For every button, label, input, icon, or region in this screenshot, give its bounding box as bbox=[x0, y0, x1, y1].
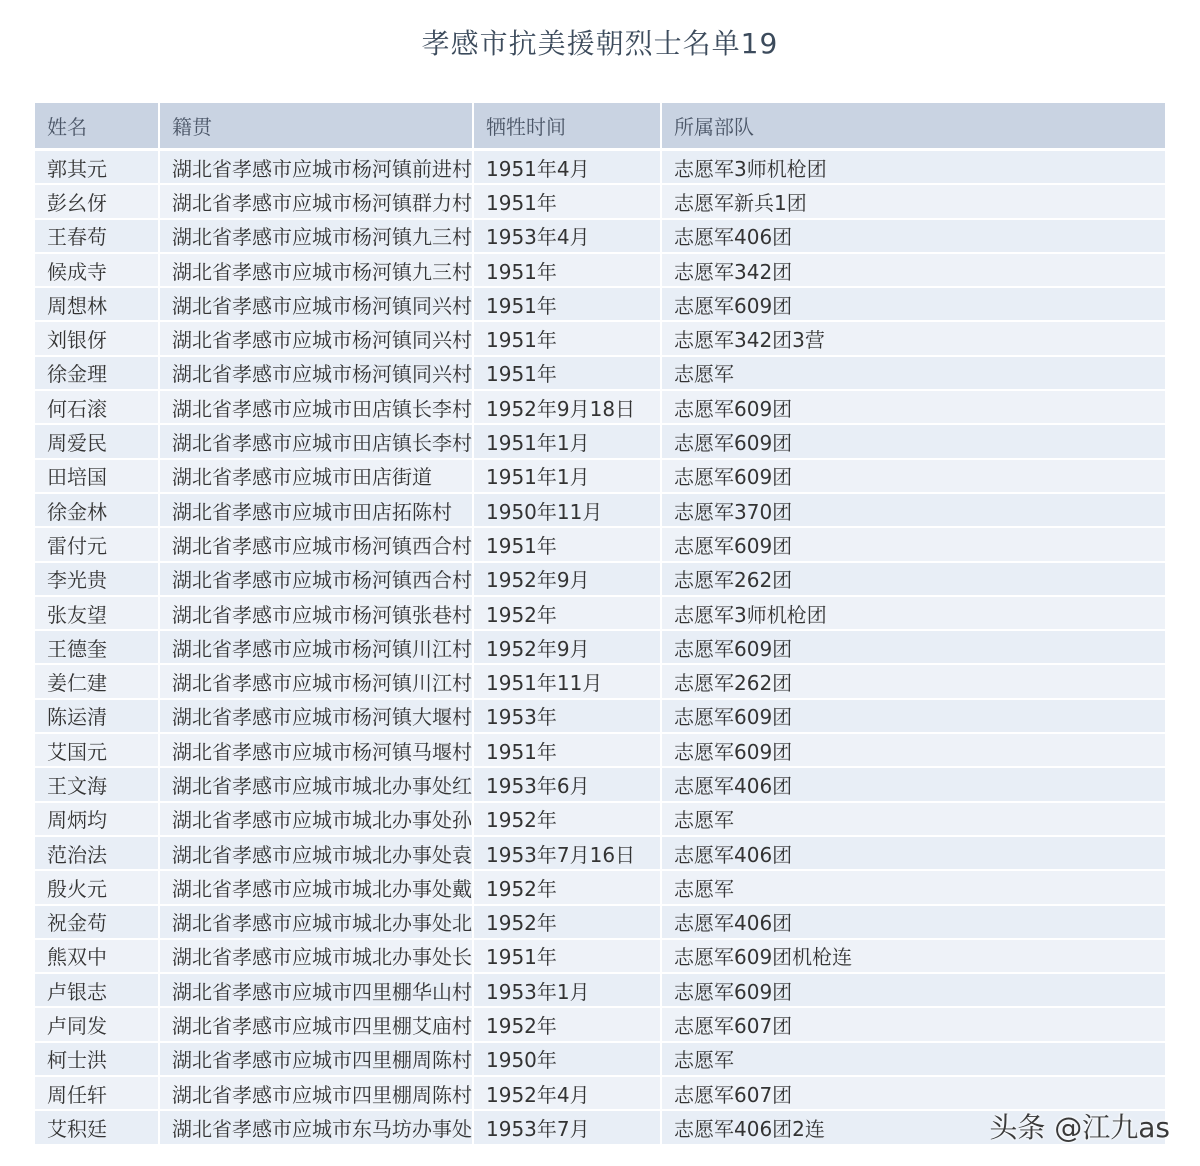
table-row bbox=[35, 631, 1165, 665]
cell-native-place: 湖北省孝感市应城市杨河镇同兴村 bbox=[160, 357, 474, 391]
table-row bbox=[35, 940, 1165, 974]
cell-death-date: 1953年7月 bbox=[474, 1111, 662, 1145]
cell-name: 王春苟 bbox=[35, 220, 160, 254]
table-row bbox=[35, 391, 1165, 425]
cell-unit: 志愿军609团 bbox=[662, 700, 1165, 734]
cell-unit: 志愿军3师机枪团 bbox=[662, 597, 1165, 631]
cell-death-date: 1951年 bbox=[474, 734, 662, 768]
cell-unit: 志愿军342团3营 bbox=[662, 322, 1165, 356]
cell-native-place: 湖北省孝感市应城市城北办事处北 bbox=[160, 906, 474, 940]
cell-death-date: 1951年 bbox=[474, 254, 662, 288]
cell-unit: 志愿军406团 bbox=[662, 220, 1165, 254]
cell-death-date: 1952年9月 bbox=[474, 563, 662, 597]
cell-name: 卢同发 bbox=[35, 1008, 160, 1042]
table-row bbox=[35, 322, 1165, 356]
table-row bbox=[35, 494, 1165, 528]
cell-native-place: 湖北省孝感市应城市四里棚华山村 bbox=[160, 974, 474, 1008]
cell-death-date: 1951年 bbox=[474, 288, 662, 322]
cell-unit: 志愿军3师机枪团 bbox=[662, 151, 1165, 185]
cell-native-place: 湖北省孝感市应城市四里棚周陈村 bbox=[160, 1077, 474, 1111]
cell-native-place: 湖北省孝感市应城市杨河镇川江村 bbox=[160, 665, 474, 699]
cell-death-date: 1952年 bbox=[474, 871, 662, 905]
header-name: 姓名 bbox=[35, 103, 160, 151]
cell-name: 雷付元 bbox=[35, 528, 160, 562]
cell-name: 王德奎 bbox=[35, 631, 160, 665]
cell-death-date: 1951年 bbox=[474, 528, 662, 562]
cell-native-place: 湖北省孝感市应城市杨河镇九三村 bbox=[160, 254, 474, 288]
cell-death-date: 1950年11月 bbox=[474, 494, 662, 528]
cell-death-date: 1952年 bbox=[474, 906, 662, 940]
cell-name: 徐金理 bbox=[35, 357, 160, 391]
cell-death-date: 1952年9月 bbox=[474, 631, 662, 665]
martyr-table-container bbox=[35, 103, 1165, 1146]
table-row bbox=[35, 1043, 1165, 1077]
cell-death-date: 1951年1月 bbox=[474, 425, 662, 459]
cell-death-date: 1952年 bbox=[474, 803, 662, 837]
table-row bbox=[35, 254, 1165, 288]
table-row bbox=[35, 734, 1165, 768]
cell-native-place: 湖北省孝感市应城市城北办事处袁 bbox=[160, 837, 474, 871]
cell-name: 李光贵 bbox=[35, 563, 160, 597]
cell-name: 殷火元 bbox=[35, 871, 160, 905]
cell-native-place: 湖北省孝感市应城市田店镇长李村 bbox=[160, 425, 474, 459]
cell-name: 陈运清 bbox=[35, 700, 160, 734]
cell-unit: 志愿军 bbox=[662, 357, 1165, 391]
cell-native-place: 湖北省孝感市应城市杨河镇九三村 bbox=[160, 220, 474, 254]
cell-unit: 志愿军 bbox=[662, 803, 1165, 837]
cell-unit: 志愿军607团 bbox=[662, 1077, 1165, 1111]
cell-name: 何石滚 bbox=[35, 391, 160, 425]
table-row bbox=[35, 288, 1165, 322]
cell-unit: 志愿军607团 bbox=[662, 1008, 1165, 1042]
cell-death-date: 1952年4月 bbox=[474, 1077, 662, 1111]
cell-death-date: 1951年11月 bbox=[474, 665, 662, 699]
table-row bbox=[35, 220, 1165, 254]
cell-name: 柯士洪 bbox=[35, 1043, 160, 1077]
cell-native-place: 湖北省孝感市应城市杨河镇大堰村 bbox=[160, 700, 474, 734]
cell-death-date: 1952年 bbox=[474, 597, 662, 631]
cell-death-date: 1951年 bbox=[474, 940, 662, 974]
cell-name: 周炳均 bbox=[35, 803, 160, 837]
cell-unit: 志愿军406团2连 bbox=[662, 1111, 1165, 1145]
table-row bbox=[35, 528, 1165, 562]
table-row bbox=[35, 151, 1165, 185]
cell-name: 艾国元 bbox=[35, 734, 160, 768]
cell-native-place: 湖北省孝感市应城市城北办事处长 bbox=[160, 940, 474, 974]
cell-death-date: 1951年 bbox=[474, 322, 662, 356]
header-row bbox=[35, 103, 1165, 151]
watermark: 头条 @江九as bbox=[989, 1111, 1170, 1144]
cell-name: 熊双中 bbox=[35, 940, 160, 974]
cell-unit: 志愿军370团 bbox=[662, 494, 1165, 528]
cell-native-place: 湖北省孝感市应城市城北办事处戴 bbox=[160, 871, 474, 905]
cell-death-date: 1951年 bbox=[474, 185, 662, 219]
cell-death-date: 1953年7月16日 bbox=[474, 837, 662, 871]
cell-name: 刘银伢 bbox=[35, 322, 160, 356]
cell-unit: 志愿军609团 bbox=[662, 460, 1165, 494]
cell-native-place: 湖北省孝感市应城市田店街道 bbox=[160, 460, 474, 494]
cell-name: 田培国 bbox=[35, 460, 160, 494]
cell-native-place: 湖北省孝感市应城市杨河镇张巷村 bbox=[160, 597, 474, 631]
table-row bbox=[35, 871, 1165, 905]
table-row bbox=[35, 665, 1165, 699]
cell-name: 艾积廷 bbox=[35, 1111, 160, 1145]
cell-native-place: 湖北省孝感市应城市田店拓陈村 bbox=[160, 494, 474, 528]
cell-unit: 志愿军406团 bbox=[662, 768, 1165, 802]
header-unit: 所属部队 bbox=[662, 103, 1165, 151]
cell-unit: 志愿军609团 bbox=[662, 288, 1165, 322]
cell-unit: 志愿军609团 bbox=[662, 391, 1165, 425]
table-row bbox=[35, 425, 1165, 459]
cell-unit: 志愿军262团 bbox=[662, 665, 1165, 699]
cell-unit: 志愿军 bbox=[662, 1043, 1165, 1077]
cell-name: 王文海 bbox=[35, 768, 160, 802]
cell-death-date: 1952年 bbox=[474, 1008, 662, 1042]
cell-name: 张友望 bbox=[35, 597, 160, 631]
martyr-table bbox=[35, 103, 1165, 1146]
table-row bbox=[35, 974, 1165, 1008]
cell-death-date: 1953年4月 bbox=[474, 220, 662, 254]
cell-death-date: 1950年 bbox=[474, 1043, 662, 1077]
cell-unit: 志愿军609团 bbox=[662, 631, 1165, 665]
cell-unit: 志愿军609团机枪连 bbox=[662, 940, 1165, 974]
page-title: 孝感市抗美援朝烈士名单19 bbox=[421, 27, 779, 60]
cell-death-date: 1953年 bbox=[474, 700, 662, 734]
table-row bbox=[35, 768, 1165, 802]
cell-unit: 志愿军262团 bbox=[662, 563, 1165, 597]
cell-death-date: 1951年4月 bbox=[474, 151, 662, 185]
cell-unit: 志愿军609团 bbox=[662, 528, 1165, 562]
cell-death-date: 1951年 bbox=[474, 357, 662, 391]
table-row bbox=[35, 185, 1165, 219]
table-row bbox=[35, 837, 1165, 871]
table-row bbox=[35, 563, 1165, 597]
cell-native-place: 湖北省孝感市应城市杨河镇西合村 bbox=[160, 528, 474, 562]
cell-native-place: 湖北省孝感市应城市田店镇长李村 bbox=[160, 391, 474, 425]
cell-unit: 志愿军609团 bbox=[662, 734, 1165, 768]
cell-unit: 志愿军406团 bbox=[662, 837, 1165, 871]
table-header bbox=[35, 103, 1165, 151]
cell-native-place: 湖北省孝感市应城市杨河镇马堰村 bbox=[160, 734, 474, 768]
cell-unit: 志愿军新兵1团 bbox=[662, 185, 1165, 219]
cell-native-place: 湖北省孝感市应城市杨河镇前进村 bbox=[160, 151, 474, 185]
cell-name: 卢银志 bbox=[35, 974, 160, 1008]
cell-native-place: 湖北省孝感市应城市杨河镇同兴村 bbox=[160, 288, 474, 322]
cell-name: 祝金苟 bbox=[35, 906, 160, 940]
table-row bbox=[35, 460, 1165, 494]
cell-native-place: 湖北省孝感市应城市杨河镇同兴村 bbox=[160, 322, 474, 356]
table-row bbox=[35, 803, 1165, 837]
header-death-date: 牺牲时间 bbox=[474, 103, 662, 151]
cell-name: 范治法 bbox=[35, 837, 160, 871]
table-row bbox=[35, 700, 1165, 734]
cell-death-date: 1952年9月18日 bbox=[474, 391, 662, 425]
cell-name: 候成寺 bbox=[35, 254, 160, 288]
cell-native-place: 湖北省孝感市应城市城北办事处红 bbox=[160, 768, 474, 802]
cell-name: 郭其元 bbox=[35, 151, 160, 185]
cell-native-place: 湖北省孝感市应城市杨河镇川江村 bbox=[160, 631, 474, 665]
header-native-place: 籍贯 bbox=[160, 103, 474, 151]
cell-name: 姜仁建 bbox=[35, 665, 160, 699]
cell-death-date: 1953年1月 bbox=[474, 974, 662, 1008]
cell-name: 周任轩 bbox=[35, 1077, 160, 1111]
table-row bbox=[35, 597, 1165, 631]
table-row bbox=[35, 1008, 1165, 1042]
cell-name: 徐金林 bbox=[35, 494, 160, 528]
table-row bbox=[35, 357, 1165, 391]
table-body bbox=[35, 151, 1165, 1146]
cell-name: 彭幺伢 bbox=[35, 185, 160, 219]
cell-unit: 志愿军342团 bbox=[662, 254, 1165, 288]
cell-native-place: 湖北省孝感市应城市城北办事处孙 bbox=[160, 803, 474, 837]
cell-death-date: 1953年6月 bbox=[474, 768, 662, 802]
cell-native-place: 湖北省孝感市应城市四里棚艾庙村 bbox=[160, 1008, 474, 1042]
cell-name: 周想林 bbox=[35, 288, 160, 322]
cell-unit: 志愿军609团 bbox=[662, 974, 1165, 1008]
cell-unit: 志愿军406团 bbox=[662, 906, 1165, 940]
cell-native-place: 湖北省孝感市应城市杨河镇群力村 bbox=[160, 185, 474, 219]
cell-native-place: 湖北省孝感市应城市杨河镇西合村 bbox=[160, 563, 474, 597]
cell-unit: 志愿军609团 bbox=[662, 425, 1165, 459]
cell-death-date: 1951年1月 bbox=[474, 460, 662, 494]
cell-unit: 志愿军 bbox=[662, 871, 1165, 905]
table-row bbox=[35, 906, 1165, 940]
cell-native-place: 湖北省孝感市应城市四里棚周陈村 bbox=[160, 1043, 474, 1077]
cell-name: 周爱民 bbox=[35, 425, 160, 459]
cell-native-place: 湖北省孝感市应城市东马坊办事处 bbox=[160, 1111, 474, 1145]
